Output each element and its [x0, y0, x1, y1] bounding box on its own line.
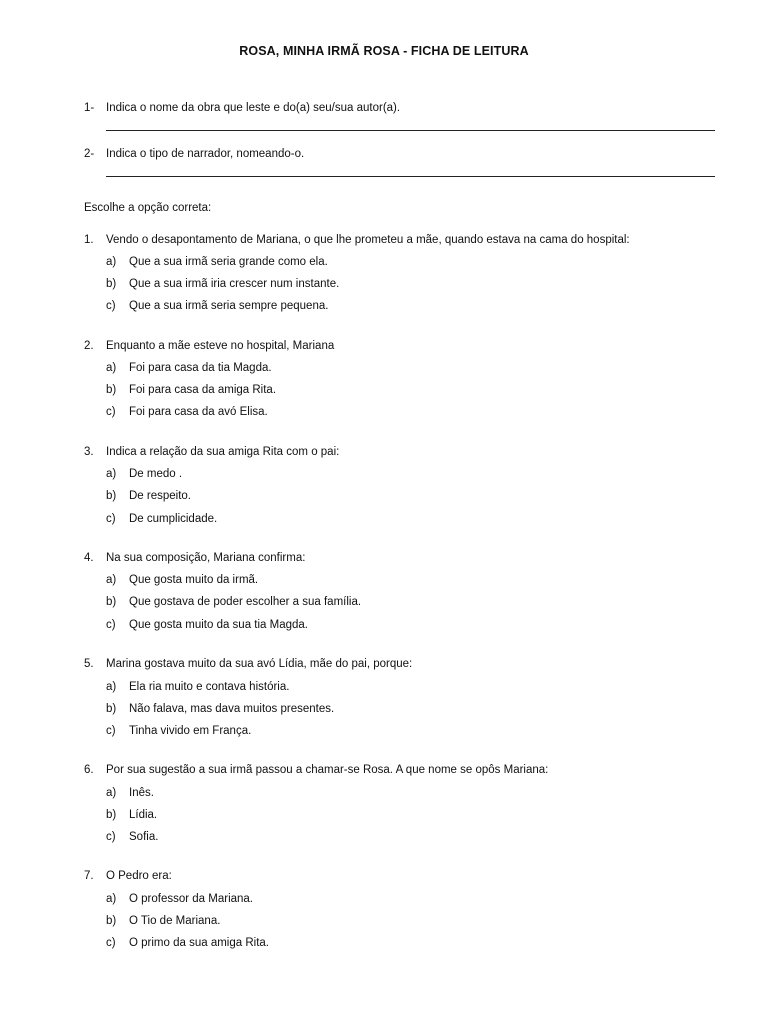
- option-text: Que a sua irmã seria grande como ela.: [129, 256, 328, 268]
- instruction-text: Escolhe a opção correta:: [84, 202, 212, 214]
- option-text: Que gosta muito da irmã.: [129, 574, 259, 586]
- question-text: O Pedro era:: [106, 870, 172, 882]
- option-letter: b): [106, 278, 117, 290]
- option-letter: c): [106, 513, 116, 525]
- option-letter: a): [106, 362, 117, 374]
- open-question-text: Indica o tipo de narrador, nomeando-o.: [106, 148, 305, 160]
- option-text: O professor da Mariana.: [129, 893, 254, 905]
- option-text: O primo da sua amiga Rita.: [129, 937, 269, 949]
- question-number: 6.: [84, 764, 94, 776]
- open-question-number: 1-: [84, 102, 95, 114]
- option-text: Que a sua irmã seria sempre pequena.: [129, 300, 329, 312]
- question-number: 4.: [84, 552, 94, 564]
- option-letter: c): [106, 937, 116, 949]
- option-text: Lídia.: [129, 809, 158, 821]
- option-text: De respeito.: [129, 490, 192, 502]
- page-title: ROSA, MINHA IRMÃ ROSA - FICHA DE LEITURA: [239, 44, 529, 58]
- option-letter: b): [106, 703, 117, 715]
- open-question-number: 2-: [84, 148, 95, 160]
- option-text: Foi para casa da tia Magda.: [129, 362, 272, 374]
- question-number: 3.: [84, 446, 94, 458]
- question-number: 2.: [84, 340, 94, 352]
- option-letter: a): [106, 893, 117, 905]
- option-letter: c): [106, 406, 116, 418]
- option-letter: a): [106, 468, 117, 480]
- option-letter: a): [106, 574, 117, 586]
- option-text: Que a sua irmã iria crescer num instante.: [129, 278, 340, 290]
- option-letter: c): [106, 300, 116, 312]
- option-text: De medo .: [129, 468, 183, 480]
- option-text: Inês.: [129, 787, 154, 799]
- question-number: 5.: [84, 658, 94, 670]
- question-text: Marina gostava muito da sua avó Lídia, mãe do pai, porque:: [106, 658, 413, 670]
- option-text: O Tio de Mariana.: [129, 915, 221, 927]
- question-number: 1.: [84, 234, 94, 246]
- option-text: Tinha vivido em França.: [129, 725, 252, 737]
- option-letter: a): [106, 787, 117, 799]
- option-text: Que gosta muito da sua tia Magda.: [129, 619, 308, 631]
- question-text: Enquanto a mãe esteve no hospital, Mariana: [106, 340, 335, 352]
- option-text: Sofia.: [129, 831, 159, 843]
- question-text: Na sua composição, Mariana confirma:: [106, 552, 306, 564]
- option-letter: b): [106, 596, 117, 608]
- question-text: Por sua sugestão a sua irmã passou a chamar-se Rosa. A que nome se opôs Mariana:: [106, 764, 549, 776]
- option-text: Não falava, mas dava muitos presentes.: [129, 703, 335, 715]
- question-text: Vendo o desapontamento de Mariana, o que lhe prometeu a mãe, quando estava na cama do hospital:: [106, 234, 630, 246]
- open-question-text: Indica o nome da obra que leste e do(a) seu/sua autor(a).: [106, 102, 401, 114]
- answer-line[interactable]: [106, 130, 715, 131]
- option-letter: b): [106, 490, 117, 502]
- question-number: 7.: [84, 870, 94, 882]
- option-letter: b): [106, 809, 117, 821]
- option-text: Ela ria muito e contava história.: [129, 681, 290, 693]
- option-text: Foi para casa da amiga Rita.: [129, 384, 277, 396]
- option-letter: b): [106, 915, 117, 927]
- answer-line[interactable]: [106, 176, 715, 177]
- option-text: Foi para casa da avó Elisa.: [129, 406, 268, 418]
- option-letter: c): [106, 619, 116, 631]
- option-letter: a): [106, 256, 117, 268]
- option-letter: b): [106, 384, 117, 396]
- option-letter: a): [106, 681, 117, 693]
- option-text: Que gostava de poder escolher a sua família.: [129, 596, 362, 608]
- question-text: Indica a relação da sua amiga Rita com o pai:: [106, 446, 340, 458]
- option-letter: c): [106, 725, 116, 737]
- option-letter: c): [106, 831, 116, 843]
- option-text: De cumplicidade.: [129, 513, 218, 525]
